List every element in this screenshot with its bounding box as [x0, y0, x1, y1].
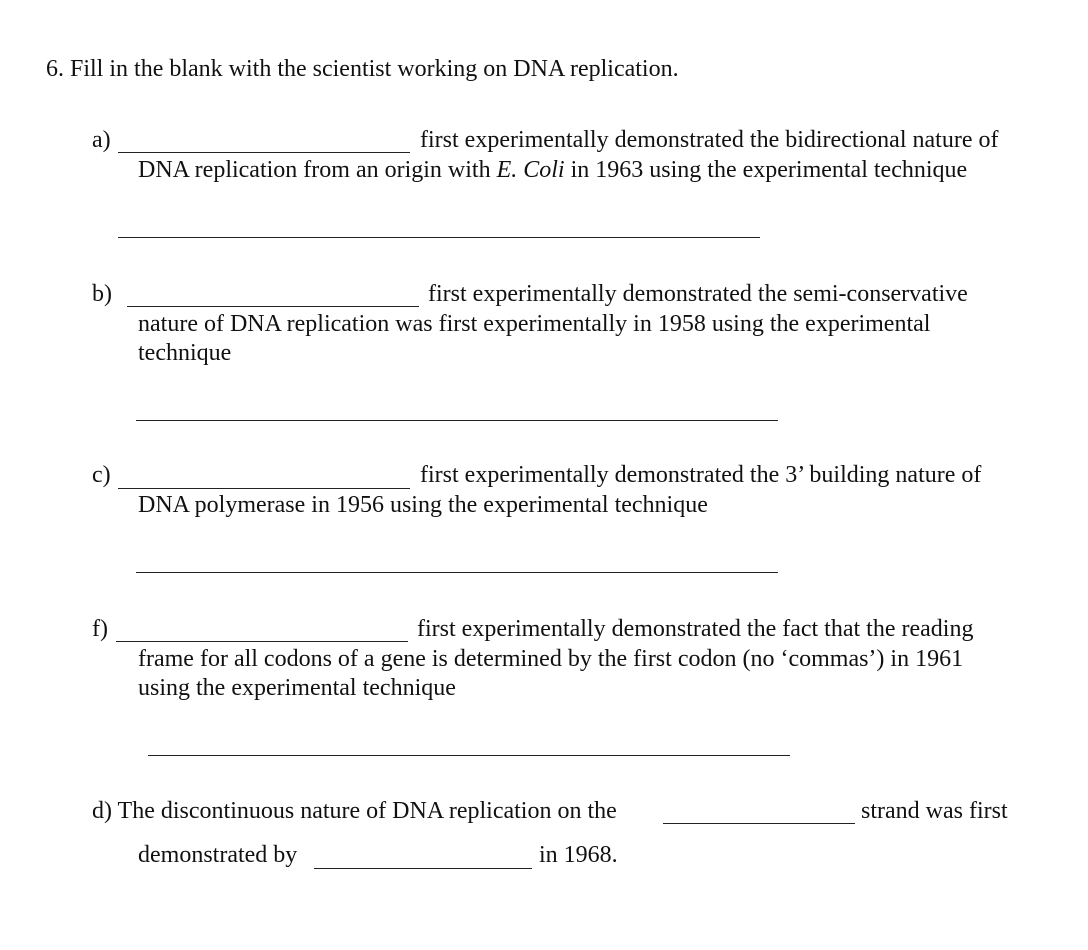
- item-d-strand-blank[interactable]: [663, 823, 855, 824]
- item-d-line2-pre: demonstrated by: [138, 842, 298, 868]
- item-d-line1-post: strand was first: [861, 798, 1008, 824]
- item-a-line2: [138, 155, 967, 185]
- item-a-organism: E. Coli: [496, 157, 565, 183]
- item-d-line2-post: in 1968.: [539, 842, 618, 868]
- item-f-line1: first experimentally demonstrated the fact that the reading: [417, 616, 974, 642]
- item-f-scientist-blank[interactable]: [116, 641, 408, 642]
- item-b-label: b): [92, 281, 112, 307]
- item-a-label: a): [92, 127, 111, 153]
- item-f-technique-blank[interactable]: [148, 755, 790, 756]
- item-b-line2: nature of DNA replication was first experimentally in 1958 using the experimental: [138, 311, 931, 337]
- item-a-line2-pre: DNA replication from an origin with: [138, 157, 497, 183]
- item-a-technique-blank[interactable]: [118, 237, 760, 238]
- item-b-line3: technique: [138, 340, 232, 366]
- item-a-line2-post: in 1963 using the experimental technique: [564, 157, 968, 183]
- item-f-line2: frame for all codons of a gene is determined by the first codon (no ‘commas’) in 1961: [138, 646, 964, 672]
- item-b-technique-blank[interactable]: [136, 420, 778, 421]
- item-f-line3: using the experimental technique: [138, 675, 456, 701]
- item-a-line1: first experimentally demonstrated the bidirectional nature of: [420, 127, 999, 153]
- question-title: 6. Fill in the blank with the scientist working on DNA replication.: [46, 56, 679, 82]
- item-d-scientist-blank[interactable]: [314, 868, 532, 869]
- item-c-scientist-blank[interactable]: [118, 488, 410, 489]
- item-c-line1: first experimentally demonstrated the 3’ building nature of: [420, 462, 982, 488]
- item-a-scientist-blank[interactable]: [118, 152, 410, 153]
- item-b-line1: first experimentally demonstrated the semi-conservative: [428, 281, 968, 307]
- item-c-line2: DNA polymerase in 1956 using the experimental technique: [138, 492, 708, 518]
- item-c-label: c): [92, 462, 111, 488]
- item-d-line1-pre: d) The discontinuous nature of DNA replication on the: [92, 798, 617, 824]
- item-c-technique-blank[interactable]: [136, 572, 778, 573]
- item-b-scientist-blank[interactable]: [127, 306, 419, 307]
- item-f-label: f): [92, 616, 108, 642]
